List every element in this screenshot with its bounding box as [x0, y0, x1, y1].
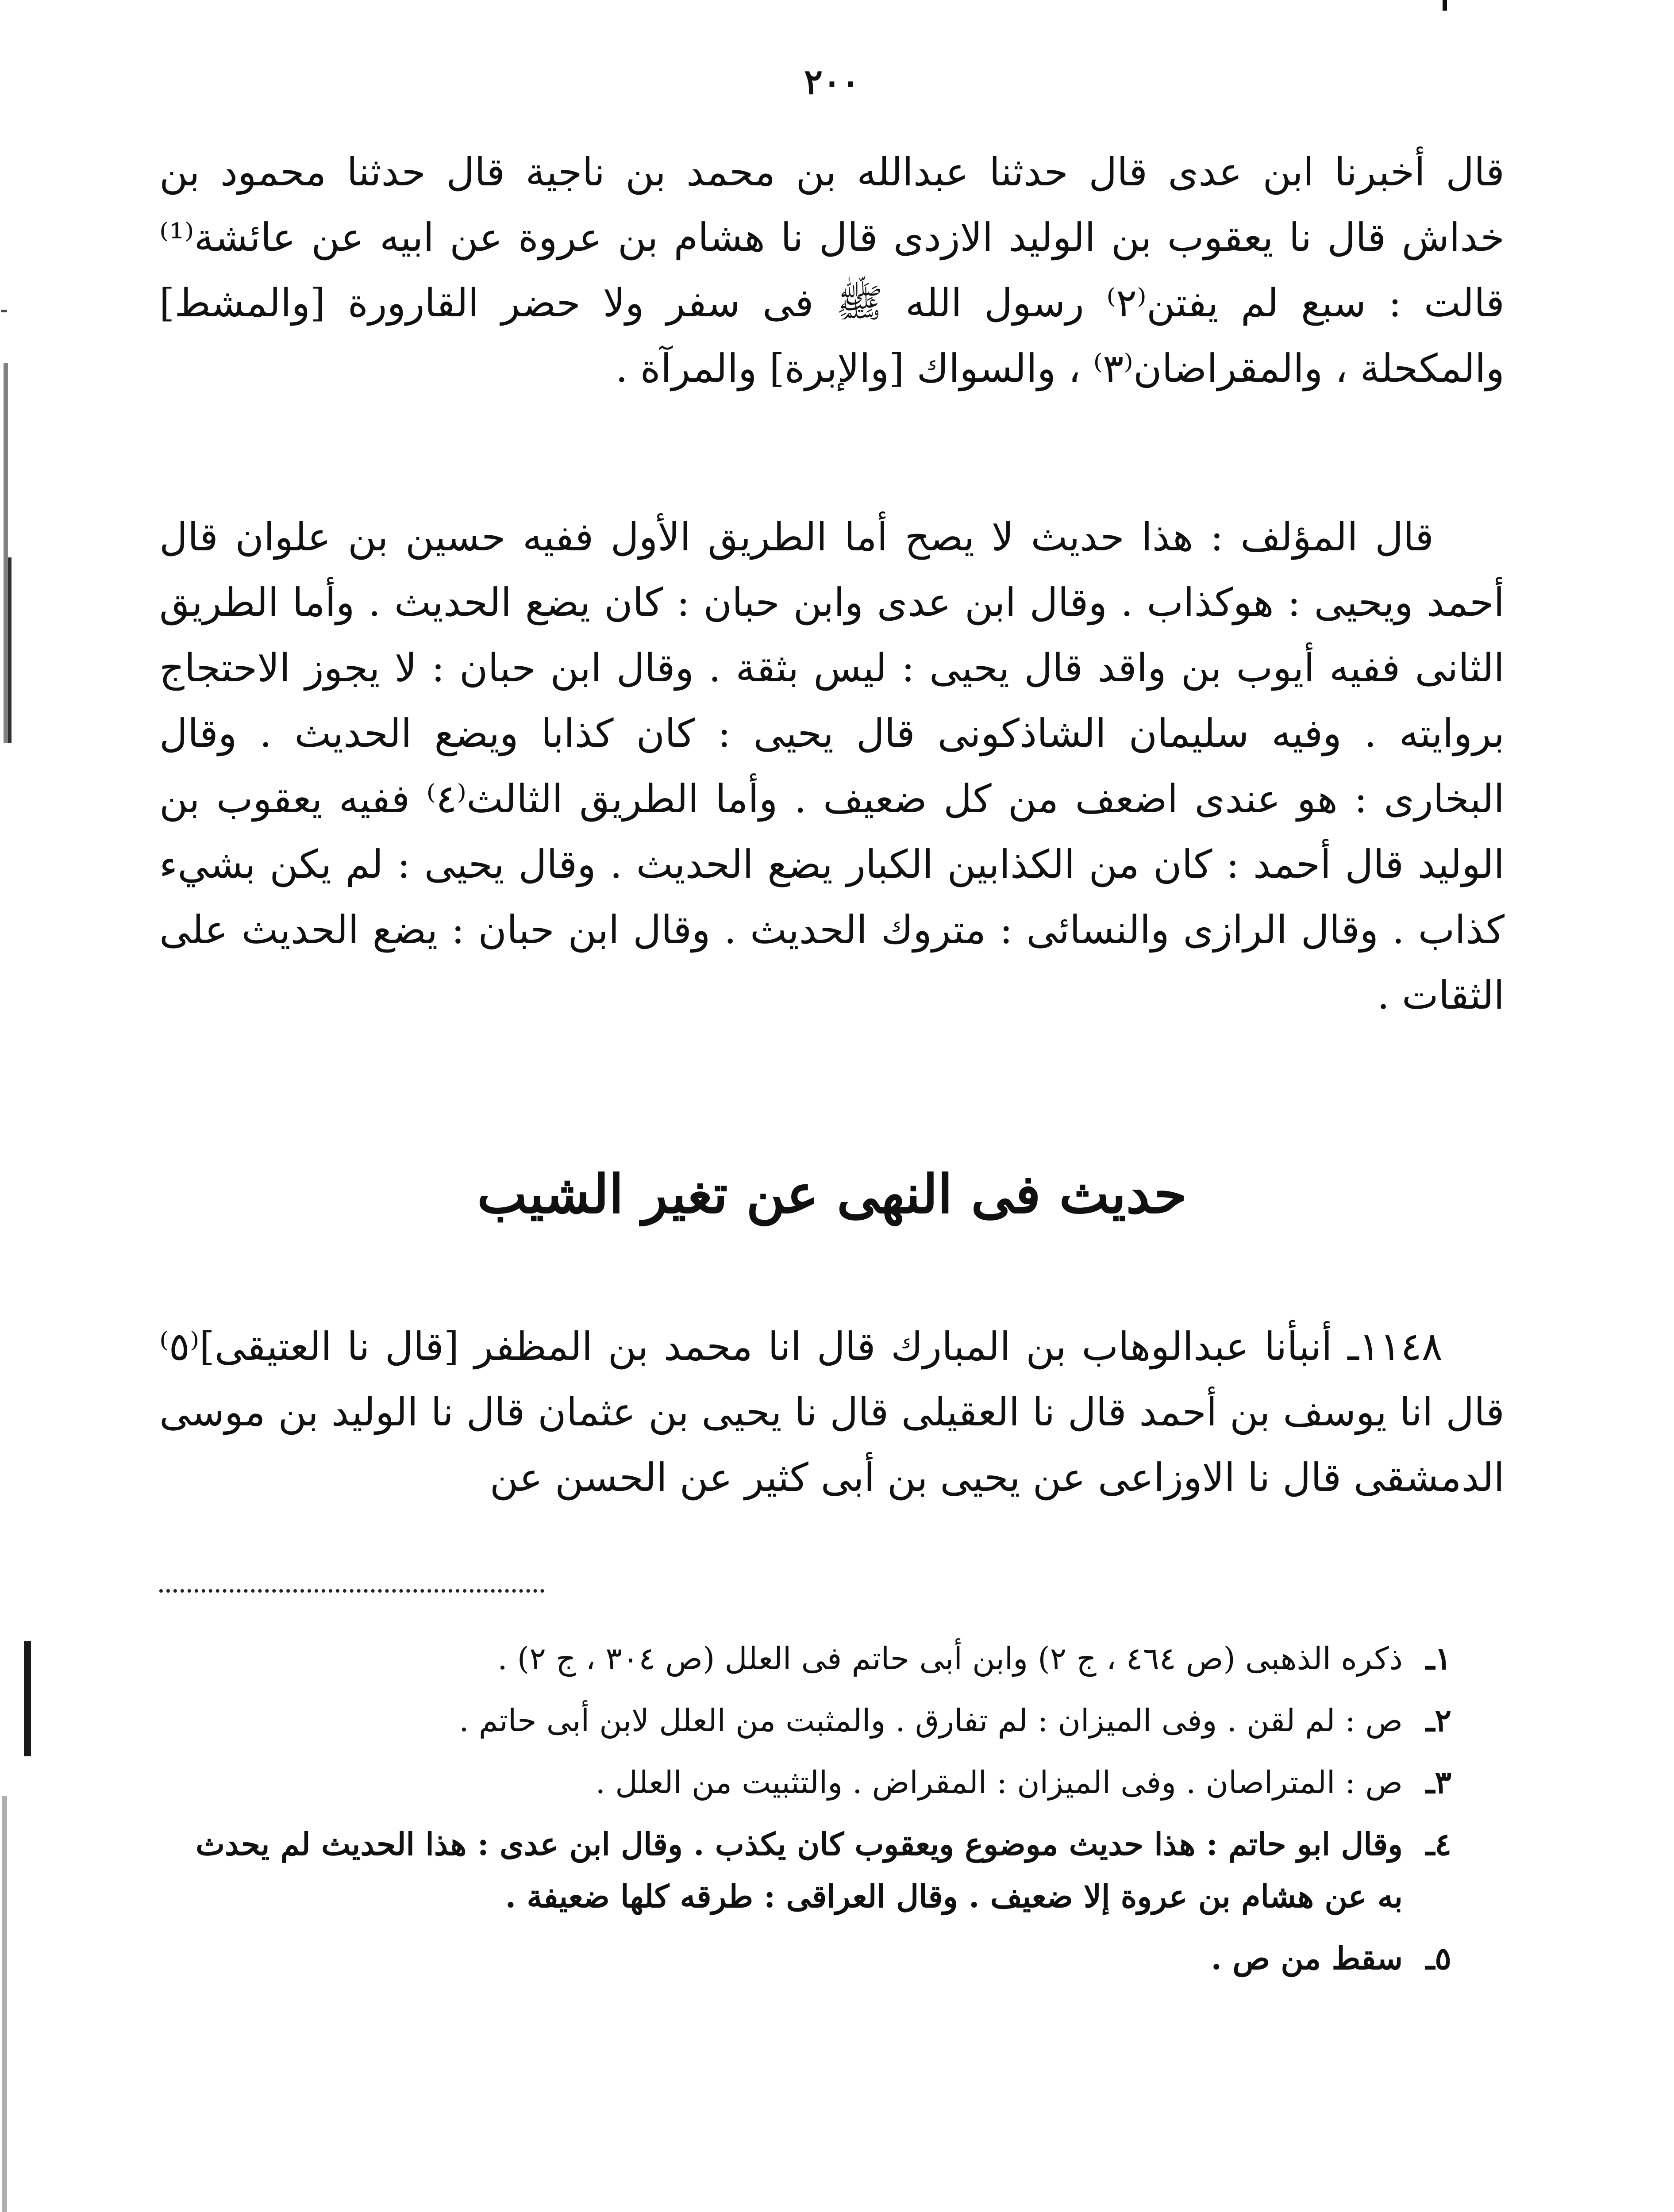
footnote-text: ص : المتراصان . وفى الميزان : المقراض . والتثبيت من العلل .	[595, 1764, 1403, 1801]
footnote-2	[186, 1694, 1451, 1747]
scan-top-mark	[1443, 0, 1447, 11]
footnote-3	[186, 1756, 1451, 1809]
footnote-5	[186, 1932, 1451, 1985]
footnote-number: ٣ـ	[1425, 1764, 1451, 1801]
footnote-number: ٢ـ	[1425, 1702, 1451, 1739]
footnote-number: ١ـ	[1425, 1640, 1451, 1677]
scan-edge-binding	[2, 1796, 7, 2212]
author-commentary-paragraph: قال المؤلف : هذا حديث لا يصح أما الطريق الأول ففيه حسين بن علوان قال أحمد ويحيى : هوكذاب . وقال ابن عدى وابن حبان : كان يضع الحديث . وأما الطريق الثانى ففيه أيوب بن واقد قال يحيى : ليس بثقة . وقال ابن حبان : لا يجوز الاحتجاج بروايته . وفيه سليمان الشاذكونى قال يحيى : كان كذابا ويضع الحديث . وقال البخارى : هو عندى اضعف من كل ضعيف . وأما الطريق الثالث⁽٤⁾ ففيه يعقوب بن الوليد قال أحمد : كان من الكذابين الكبار يضع الحديث . وقال يحيى : لم يكن بشيء كذاب . وقال الرازى والنسائى : متروك الحديث . وقال ابن حبان : يضع الحديث على الثقات .	[159, 514, 1505, 1018]
page-number: ٢٠٠	[804, 62, 860, 102]
footnote-text: ذكره الذهبى (ص ٤٦٤ ، ج ٢) وابن أبى حاتم فى العلل (ص ٣٠٤ ، ج ٢) .	[497, 1640, 1403, 1677]
footnote-text: وقال ابو حاتم : هذا حديث موضوع ويعقوب كان يكذب . وقال ابن عدى : هذا الحديث لم يحدث به عن هشام بن عروة إلا ضعيف . وقال العراقى : طرقه كلها ضعيفة .	[196, 1826, 1403, 1915]
footnote-text: سقط من ص .	[1211, 1940, 1403, 1977]
footnote-separator	[159, 1589, 544, 1593]
scan-edge-bar	[24, 1641, 31, 1756]
section-heading: حديث فى النهى عن تغير الشيب	[477, 1163, 1187, 1225]
scan-edge-shadow	[4, 363, 8, 743]
hadith-chain-paragraph: قال أخبرنا ابن عدى قال حدثنا عبدالله بن محمد بن ناجية قال حدثنا محمود بن خداش قال نا يعقوب بن الوليد الازدى قال نا هشام بن عروة عن ابيه عن عائشة⁽¹⁾ قالت : سبع لم يفتن⁽٢⁾ رسول الله ﷺ فى سفر ولا حضر القارورة [والمشط] والمكحلة ، والمقراضان⁽٣⁾ ، والسواك [والإبرة] والمرآة .	[159, 149, 1505, 391]
scan-edge-line	[8, 557, 12, 743]
footnote-text: ص : لم لقن . وفى الميزان : لم تفارق . والمثبت من العلل لابن أبى حاتم .	[459, 1702, 1403, 1739]
footnotes	[186, 1632, 1451, 1994]
footnote-number: ٤ـ	[1425, 1826, 1451, 1863]
footnote-1	[186, 1632, 1451, 1685]
hadith-1148-paragraph: ١١٤٨ـ أنبأنا عبدالوهاب بن المبارك قال انا محمد بن المظفر [قال نا العتيقى]⁽٥⁾ قال انا يوسف بن أحمد قال نا العقيلى قال نا يحيى بن عثمان قال نا الوليد بن موسى الدمشقى قال نا الاوزاعى عن يحيى بن أبى كثير عن الحسن عن	[159, 1324, 1505, 1500]
footnote-number: ٥ـ	[1425, 1940, 1451, 1977]
footnote-4	[186, 1818, 1451, 1923]
book-page	[159, 0, 1505, 2212]
scan-edge-tick	[1, 310, 7, 312]
